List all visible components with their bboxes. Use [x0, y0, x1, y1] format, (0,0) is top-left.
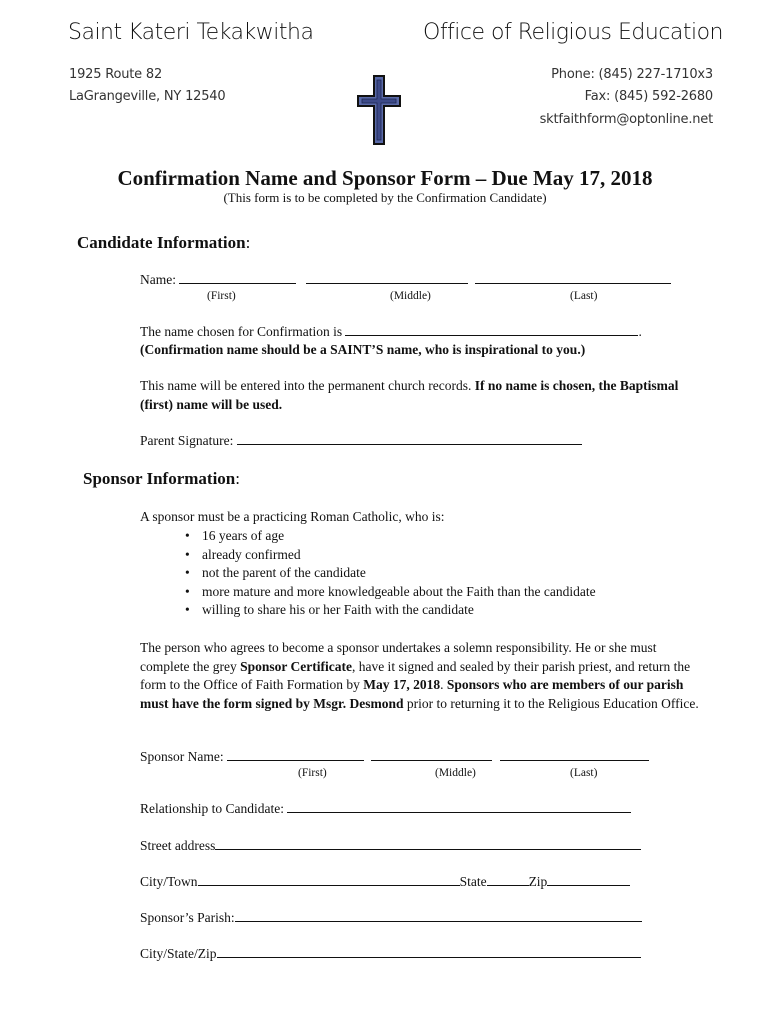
sponsor-requirements-list — [179, 527, 719, 620]
sponsor-parish-label: Sponsor’s Parish: — [140, 910, 235, 925]
city-state-zip-field[interactable] — [217, 944, 641, 958]
relationship-row — [140, 799, 700, 819]
street-address-field[interactable] — [215, 836, 641, 850]
para-certificate: Sponsor Certificate — [240, 658, 352, 674]
sponsor-first-label: (First) — [298, 767, 327, 779]
state-label: State — [459, 874, 487, 889]
candidate-last-label: (Last) — [570, 290, 598, 302]
street-address-row — [140, 836, 700, 856]
candidate-heading-colon: : — [245, 233, 251, 252]
records-note-text: This name will be entered into the permanent church records. — [140, 378, 472, 393]
office-name: Office of Religious Education — [423, 20, 723, 45]
requirement-item: • already confirmed — [179, 546, 719, 565]
requirement-item: • more mature and more knowledgeable about the Faith than the candidate — [179, 583, 719, 602]
sponsor-heading — [83, 469, 240, 489]
chosen-name-end: . — [638, 324, 642, 339]
city-state-zip-label: City/State/Zip — [140, 946, 217, 961]
candidate-middle-name-field[interactable] — [306, 270, 468, 284]
address-line2: LaGrangeville, NY 12540 — [69, 89, 226, 104]
state-field[interactable] — [487, 872, 529, 886]
fax: Fax: (845) 592-2680 — [584, 89, 713, 104]
sponsor-parish-row — [140, 908, 700, 928]
street-address-label: Street address — [140, 838, 216, 853]
para-bold-note: Sponsors who are members of our parish must have the form signed by Msgr. Desmond — [140, 677, 684, 711]
candidate-first-label: (First) — [207, 290, 236, 302]
para-text-2: , have it signed and sealed by their parish priest, and return the form to the Office of Faith Formation by — [140, 658, 691, 693]
sponsor-name-row — [140, 747, 700, 767]
zip-field[interactable] — [547, 872, 630, 886]
phone: Phone: (845) 227-1710x3 — [551, 67, 713, 82]
cross-icon — [355, 74, 403, 151]
sponsor-heading-text: Sponsor Information — [83, 469, 236, 488]
sponsor-middle-name-field[interactable] — [371, 747, 492, 761]
sponsor-intro: A sponsor must be a practicing Roman Catholic, who is: — [140, 509, 445, 524]
parent-signature-field[interactable] — [237, 431, 582, 445]
sponsor-heading-colon: : — [235, 469, 240, 488]
email: sktfaithform@optonline.net — [539, 112, 713, 127]
candidate-name-label: Name: — [140, 272, 176, 287]
chosen-name-row — [140, 322, 720, 342]
address-line1: 1925 Route 82 — [69, 67, 163, 82]
candidate-heading — [77, 233, 250, 253]
chosen-name-field[interactable] — [345, 322, 638, 336]
candidate-first-name-field[interactable] — [179, 270, 296, 284]
sponsor-first-name-field[interactable] — [227, 747, 364, 761]
candidate-name-row — [140, 270, 700, 290]
records-note — [140, 377, 700, 414]
sponsor-last-label: (Last) — [570, 767, 598, 779]
relationship-field[interactable] — [287, 799, 631, 813]
form-title: Confirmation Name and Sponsor Form – Due May 17, 2018 — [117, 166, 653, 190]
city-state-zip-row — [140, 944, 700, 964]
parent-signature-row — [140, 431, 700, 451]
relationship-label: Relationship to Candidate: — [140, 801, 284, 816]
para-text-4: prior to returning it to the Religious Education Office. — [403, 695, 699, 711]
parish-name: Saint Kateri Tekakwitha — [68, 20, 314, 45]
parent-signature-label: Parent Signature: — [140, 433, 234, 448]
sponsor-responsibility-paragraph — [140, 639, 700, 713]
records-note-bold: If no name is chosen, the Baptismal (first) name will be used. — [140, 378, 679, 412]
requirement-item: • not the parent of the candidate — [179, 564, 719, 583]
sponsor-parish-field[interactable] — [235, 908, 642, 922]
sponsor-last-name-field[interactable] — [500, 747, 649, 761]
requirement-item: • 16 years of age — [179, 527, 719, 546]
city-state-row — [140, 872, 700, 892]
sponsor-name-label: Sponsor Name: — [140, 749, 224, 764]
sponsor-middle-label: (Middle) — [435, 767, 476, 779]
para-date: May 17, 2018 — [363, 677, 441, 693]
zip-label: Zip — [528, 874, 548, 889]
form-subtitle: (This form is to be completed by the Confirmation Candidate) — [223, 190, 547, 205]
para-text-3: . — [440, 677, 444, 693]
candidate-heading-text: Candidate Information — [77, 233, 246, 252]
para-text-1: The person who agrees to become a sponsor undertakes a solemn responsibility. He or she must complete the grey — [140, 640, 657, 674]
saint-note: (Confirmation name should be a SAINT’S name, who is inspirational to you.) — [140, 342, 586, 357]
city-field[interactable] — [198, 872, 460, 886]
candidate-last-name-field[interactable] — [475, 270, 671, 284]
candidate-middle-label: (Middle) — [390, 290, 431, 302]
requirement-item: • willing to share his or her Faith with the candidate — [179, 601, 719, 620]
chosen-name-label: The name chosen for Confirmation is — [140, 324, 343, 339]
city-label: City/Town — [140, 874, 198, 889]
